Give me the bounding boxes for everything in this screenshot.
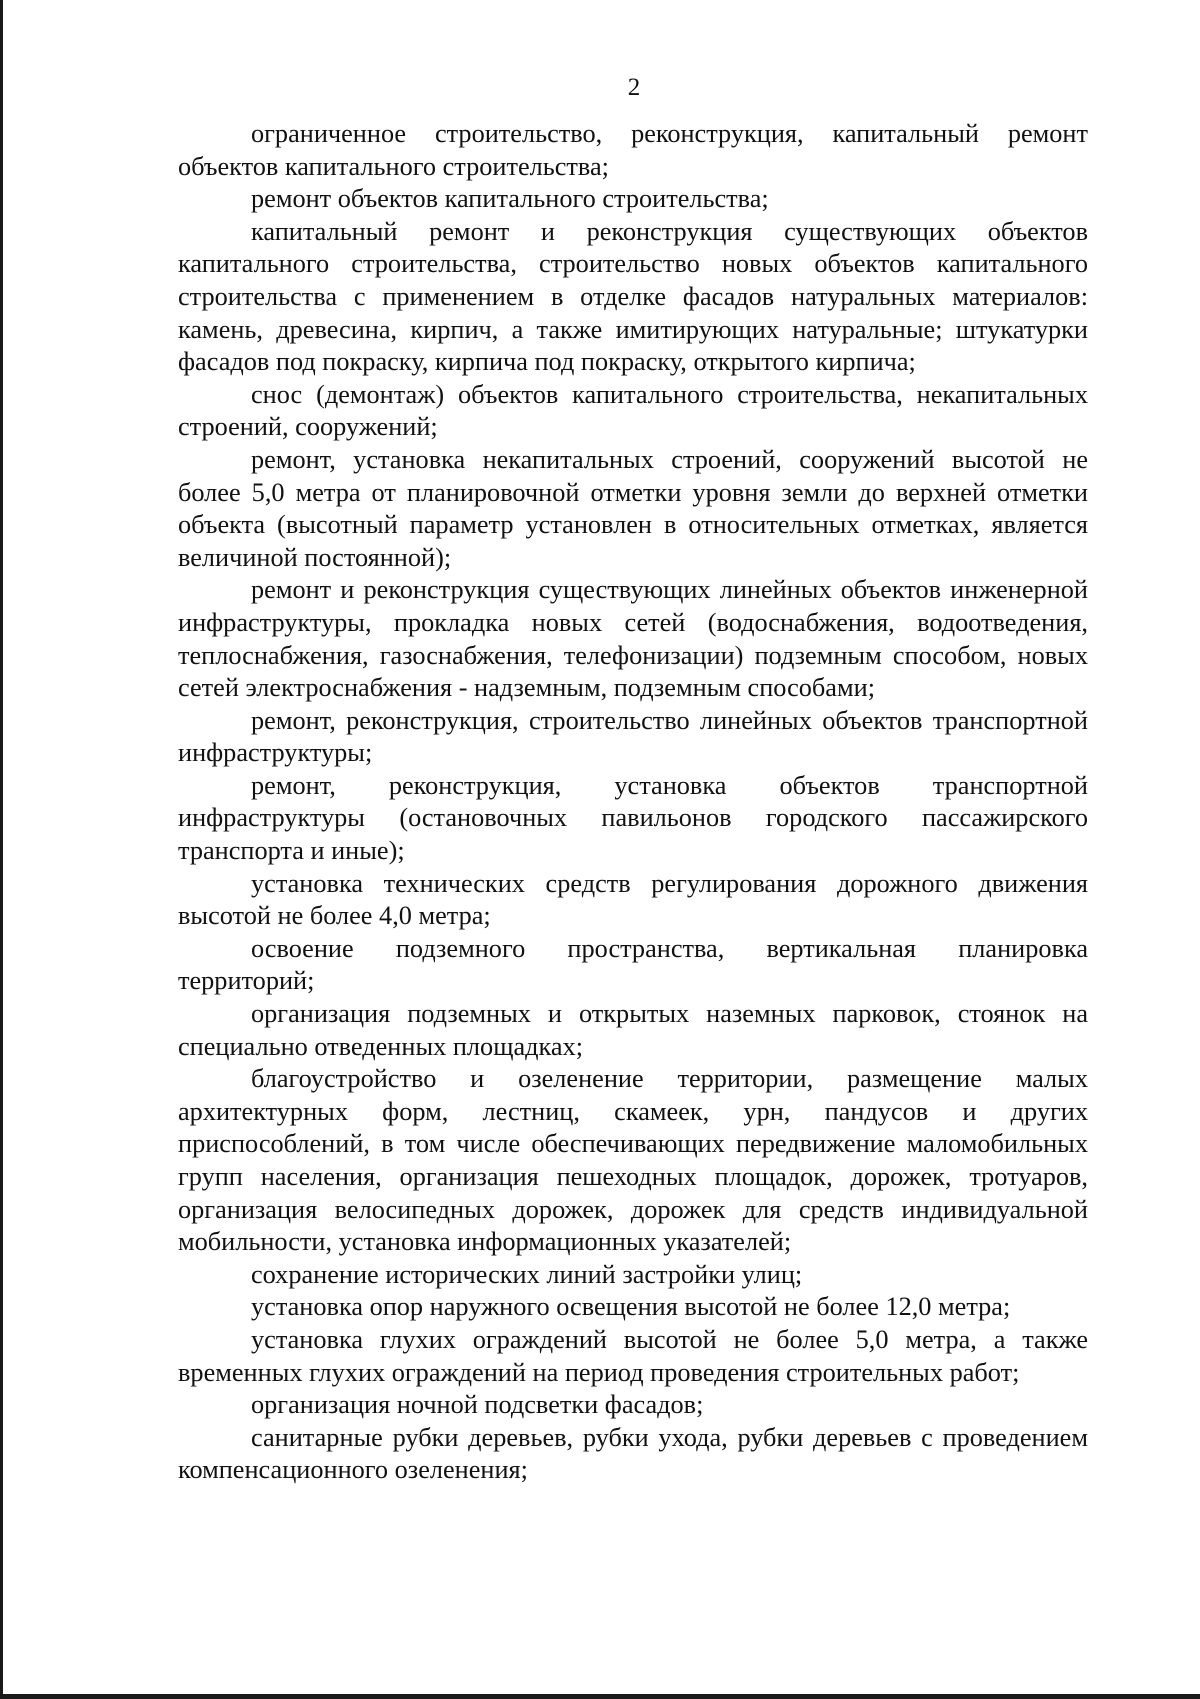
paragraph: благоустройство и озеленение территории, размещение малых архитектурных форм, лестниц, скамеек, урн, пандусов и других приспособлений, в том числе обеспечивающих передвижение маломобильных групп населения, организация пешеходных площадок, дорожек, тротуаров, организация велосипедных дорожек, дорожек для средств индивидуальной мобильности, установка информационных указателей; (178, 1064, 1088, 1257)
paragraph: ремонт объектов капитального строительства; (251, 184, 769, 214)
paragraph: установка глухих ограждений высотой не более 5,0 метра, а также временных глухих ограждений на период проведения строительных работ; (178, 1324, 1088, 1387)
paragraph: капитальный ремонт и реконструкция существующих объектов капитального строительства, строительство новых объектов капитального строительства с применением в отделке фасадов натуральных материалов: камень, древесина, кирпич, а также имитирующих натуральные; штукатурки фасадов под покраску, кирпича под покраску, открытого кирпича; (178, 216, 1088, 377)
paragraph: ремонт и реконструкция существующих линейных объектов инженерной инфраструктуры, прокладка новых сетей (водоснабжения, водоотведения, теплоснабжения, газоснабжения, телефонизации) подземным способом, новых сетей электроснабжения - надземным, подземным способами; (178, 575, 1088, 703)
paragraph: санитарные рубки деревьев, рубки ухода, рубки деревьев с проведением компенсационного озеленения; (178, 1422, 1088, 1485)
paragraph: ремонт, реконструкция, установка объектов транспортной инфраструктуры (остановочных павильонов городского пассажирского транспорта и иные); (178, 770, 1088, 866)
paragraph: ремонт, установка некапитальных строений, сооружений высотой не более 5,0 метра от планировочной отметки уровня земли до верхней отметки объекта (высотный параметр установлен в относительных отметках, является величиной постоянной); (178, 444, 1088, 572)
paragraph: установка опор наружного освещения высотой не более 12,0 метра; (251, 1292, 1011, 1322)
paragraph: снос (демонтаж) объектов капитального строительства, некапитальных строений, сооружений; (178, 379, 1088, 442)
paragraph: ограниченное строительство, реконструкция, капитальный ремонт объектов капитального строительства; (178, 119, 1088, 181)
paragraph: организация ночной подсветки фасадов; (251, 1390, 704, 1420)
scan-edge-left (0, 0, 3, 1699)
scan-edge-bottom (0, 1694, 1200, 1699)
page-number: 2 (627, 74, 641, 101)
paragraph: сохранение исторических линий застройки улиц; (251, 1259, 803, 1289)
paragraph: освоение подземного пространства, вертикальная планировка территорий; (178, 933, 1088, 996)
paragraph: ремонт, реконструкция, строительство линейных объектов транспортной инфраструктуры; (178, 705, 1088, 768)
paragraph: организация подземных и открытых наземных парковок, стоянок на специально отведенных площадках; (178, 999, 1088, 1061)
paragraph: установка технических средств регулирования дорожного движения высотой не более 4,0 метра; (178, 868, 1088, 931)
document-body (178, 118, 1088, 1487)
